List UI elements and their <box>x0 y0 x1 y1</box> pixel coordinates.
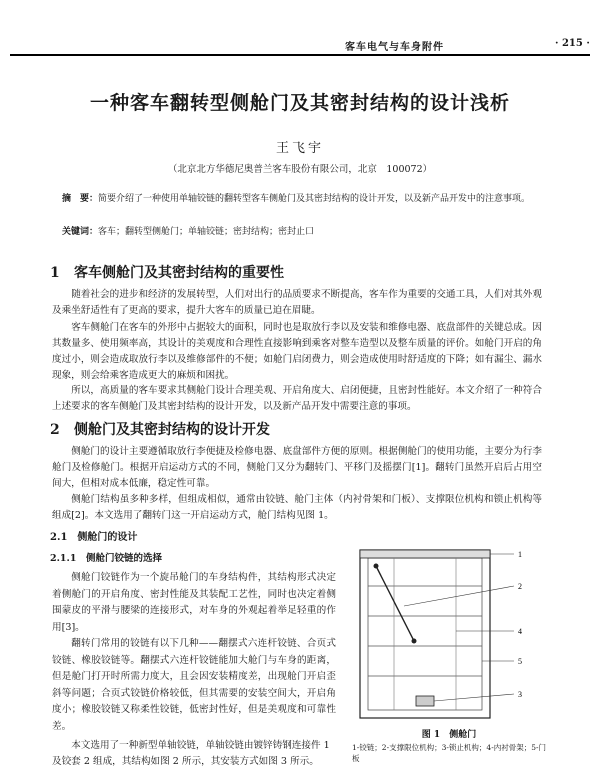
section-2-paragraph: 侧舱门结构虽多种多样，但组成相似，通常由铰链、舱门主体（内衬骨架和门板）、支撑限位机构和锁止机构等组成[2]。本文选用了翻转门这一开启运动方式，舱门结构见图 1。 <box>52 494 542 521</box>
keywords-text: 客车；翻转型侧舱门；单轴铰链；密封结构；密封止口 <box>98 227 315 237</box>
header-rule <box>10 54 590 56</box>
section-2-paragraph: 侧舱门的设计主要遵循取放行李便捷及检修电器、底盘部件方便的原则。根据侧舱门的使用功能，主要分为行李舱门及检修舱门。根据开启运动方式的不同，侧舱门又分为翻转门、平移门及摇摆门[1]。翻转门虽然开启后占用空间大，但相对成本低廉，稳定性可靠。 <box>52 446 542 489</box>
abstract-label: 摘 要： <box>62 194 99 204</box>
strut-pivot <box>412 639 417 644</box>
lock-mechanism <box>416 696 434 706</box>
leader-line <box>404 586 514 606</box>
affiliation: （北京北方华德尼奥普兰客车股份有限公司，北京 100072） <box>167 164 433 175</box>
callout-1: 1 <box>518 550 522 559</box>
door-outer-frame <box>360 550 490 718</box>
figure-1-caption: 图 1 侧舱门 <box>421 730 477 740</box>
callout-3: 3 <box>518 690 522 699</box>
door-inner-frame <box>368 558 482 710</box>
hinge-strip <box>360 550 490 558</box>
section-2-number: 2 <box>50 422 60 438</box>
figure-1-legend: 1-铰链；2-支撑限位机构；3-锁止机构；4-内衬骨架；5-门板 <box>352 743 547 763</box>
leader-line <box>434 694 514 701</box>
support-strut <box>376 566 414 641</box>
page-number: · 215 · <box>555 38 590 49</box>
strut-pivot <box>374 564 379 569</box>
section-1-title: 客车侧舱门及其密封结构的重要性 <box>74 265 284 281</box>
section-1-paragraph: 随着社会的进步和经济的发展转型，人们对出行的品质要求不断提高，客车作为重要的交通工具，人们对其外观及乘坐舒适性有了更高的要求，提升大客车的质量已迫在眉睫。 <box>52 289 542 316</box>
author: 王飞宇 <box>275 141 324 156</box>
section-2-1-1-paragraph: 侧舱门铰链作为一个旋吊舱门的车身结构件，其结构形式决定着侧舱门的开启角度、密封性能及其装配工艺性，同时也决定着侧围蒙皮的平滑与腰梁的连接形式，对车身的外观起着举足轻重的作用[3]。 <box>52 572 336 633</box>
section-2-1-1-heading: 2.1.1 侧舱门铰链的选择 <box>50 553 162 564</box>
section-1-number: 1 <box>50 265 60 281</box>
callout-4: 4 <box>518 627 522 636</box>
keywords <box>62 224 540 237</box>
section-1-paragraph: 客车侧舱门在客车的外形中占据较大的面积，同时也是取放行李以及安装和维修电器、底盘部件的关键总成。因其数量多、使用频率高，其设计的美观度和合理性直接影响到乘客对整车造型以及整车质量的评价。如舱门开启的角度过小，则会造成取放行李以及维修部件的不便；如舱门启闭费力，则会造成使用时舒适度的下降；如有漏尘、漏水现象，则会给乘客造成更大的麻烦和困扰。 <box>52 322 542 381</box>
figure-1-drawing <box>354 546 530 722</box>
abstract <box>62 192 540 207</box>
section-2-heading <box>50 419 270 439</box>
section-2-title: 侧舱门及其密封结构的设计开发 <box>74 422 270 438</box>
keywords-label: 关键词： <box>62 227 99 237</box>
callout-5: 5 <box>518 657 522 666</box>
callout-2: 2 <box>518 582 522 591</box>
section-2-1-1-paragraph: 本文选用了一种新型单轴铰链，单轴铰链由镀锌铸钢连接件 1 及铰套 2 组成，其结构如图 2 所示，其安装方式如图 3 所示。 <box>52 740 330 767</box>
section-2-1-1-paragraph: 翻转门常用的铰链有以下几种——翻摆式六连杆铰链、合页式铰链、橡胶铰链等。翻摆式六连杆铰链能加大舱门与车身的距离，但是舱门打开时所需力度大，且会因安装精度差，出现舱门开启歪斜等问题；合页式铰链价格较低，但其需要的安装空间大，开启角度小；橡胶铰链又称柔性铰链，低密封性好，但是美观度和可靠性差。 <box>52 638 336 732</box>
abstract-text: 简要介绍了一种使用单轴铰链的翻转型客车侧舱门及其密封结构的设计开发，以及新产品开发中的注意事项。 <box>98 194 531 204</box>
section-2-1-heading: 2.1 侧舱门的设计 <box>50 532 138 543</box>
running-title: 客车电气与车身附件 <box>345 42 444 53</box>
article-title: 一种客车翻转型侧舱门及其密封结构的设计浅析 <box>89 92 510 114</box>
section-1-paragraph: 所以，高质量的客车要求其侧舱门设计合理美观、开启角度大、启闭便捷，且密封性能好。本文介绍了一种符合上述要求的客车侧舱门及其密封结构的设计开发，以及新产品开发中需要注意的事项。 <box>52 385 542 412</box>
section-1-heading <box>50 262 284 282</box>
